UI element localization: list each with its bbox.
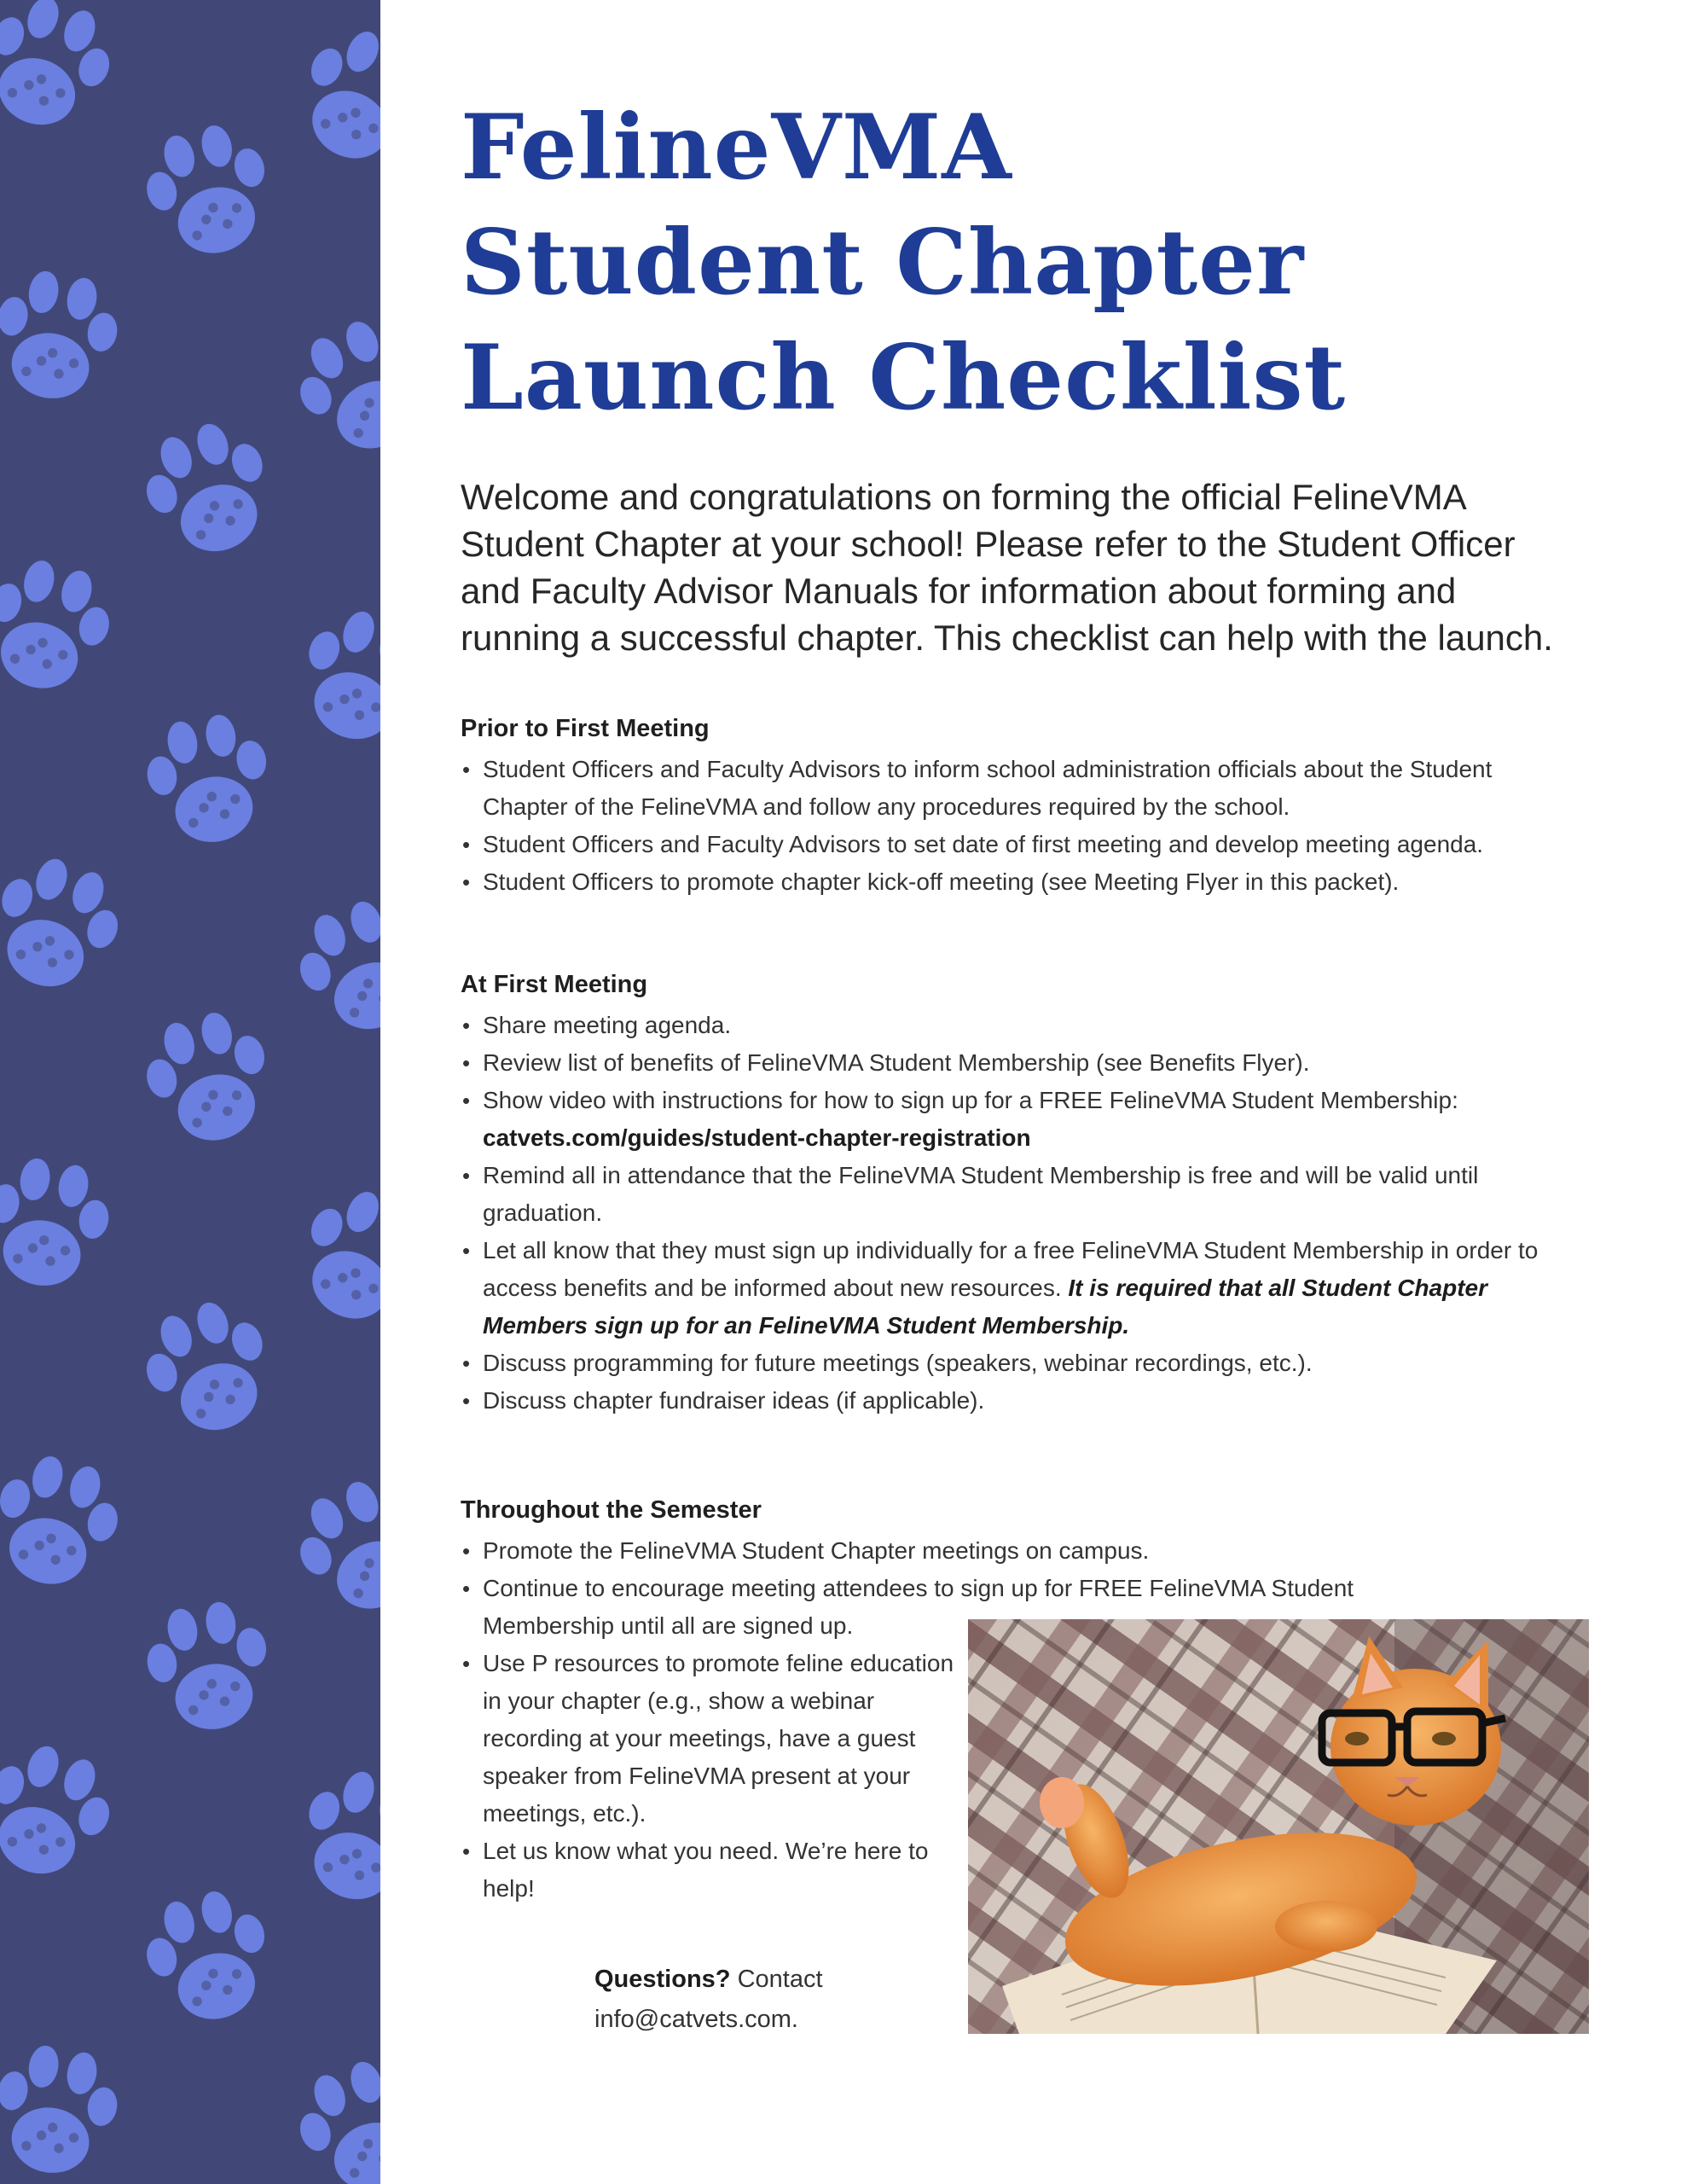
paw-pattern-sidebar (0, 0, 380, 2184)
contact-text: Contact (737, 1966, 823, 1993)
contact-email[interactable]: info@catvets.com. (594, 2006, 798, 2033)
paw-print-icon (0, 822, 159, 1030)
list-item: • Review list of benefits of FelineVMA Student Membership (see Benefits Flyer). (461, 1044, 1569, 1082)
list-item: • Discuss chapter fundraiser ideas (if applicable). (461, 1382, 1569, 1420)
list-item: • Discuss programming for future meetings (speakers, webinar recordings, etc.). (461, 1345, 1569, 1382)
paw-print-icon (0, 1130, 141, 1318)
cat-with-glasses-image (968, 1619, 1589, 2034)
section-heading: At First Meeting (461, 971, 648, 998)
page-title (461, 90, 1346, 435)
paw-print-icon (0, 1709, 151, 1917)
list-item: • Continue to encourage meeting attendees to sign up for FREE FelineVMA Student Membership until all are signed up. (461, 1570, 1421, 1645)
paw-print-icon (115, 1574, 303, 1762)
title-line-1: FelineVMA (461, 94, 1012, 200)
list-item: • Remind all in attendance that the FelineVMA Student Membership is free and will be valid until graduation. (461, 1157, 1569, 1232)
list-item: • Student Officers and Faculty Advisors to inform school administration officials about the Student Chapter of the FelineVMA and follow any procedures required by the school. (461, 751, 1569, 826)
list-item: • Promote the FelineVMA Student Chapter meetings on campus. (461, 1532, 1421, 1570)
list-item (461, 1082, 1569, 1157)
paw-print-icon (258, 2024, 380, 2184)
paw-print-icon (110, 980, 309, 1179)
paw-print-icon (0, 2018, 149, 2184)
section-at-first-meeting (461, 969, 1569, 1420)
section-heading: Throughout the Semester (461, 1496, 762, 1524)
section-prior-to-first-meeting (461, 713, 1569, 901)
list-item: • Student Officers to promote chapter kick-off meeting (see Meeting Flyer in this packet). (461, 863, 1569, 901)
checklist (461, 1007, 1569, 1420)
title-line-3: Launch Checklist (461, 324, 1347, 430)
list-item: • Student Officers and Faculty Advisors to set date of first meeting and develop meeting agenda. (461, 826, 1569, 863)
list-item (461, 1232, 1569, 1345)
checklist (461, 751, 1569, 901)
paw-print-icon (0, 528, 146, 727)
paw-print-icon (0, 1424, 154, 1623)
paw-print-icon (105, 386, 313, 595)
paw-print-icon (0, 243, 149, 431)
list-item-text: Let all know that they must sign up individually for a free FelineVMA Student Membership in order to access benefits and be informed about new resources. (483, 1237, 1539, 1301)
questions-label: Questions? (594, 1966, 731, 1993)
registration-link[interactable]: catvets.com/guides/student-chapter-registration (483, 1124, 1031, 1151)
list-item: • Use P resources to promote feline education in your chapter (e.g., show a webinar recording at your meetings, have a guest speaker from FelineVMA present at your meetings, etc.). (461, 1645, 960, 1833)
required-note: It is required that all Student Chapter Members sign up for an FelineVMA Student Membership. (483, 1275, 1488, 1339)
cat-reading-photo (968, 1619, 1589, 2034)
contact-block (594, 1960, 823, 2040)
title-line-2: Student Chapter (461, 209, 1305, 315)
section-heading: Prior to First Meeting (461, 715, 710, 742)
intro-paragraph: Welcome and congratulations on forming the official FelineVMA Student Chapter at your school! Please refer to the Student Officer and Faculty Advisor Manuals for information about forming and running a successful chapter. This checklist can help with the launch. (461, 477, 1553, 658)
list-item-text: Show video with instructions for how to sign up for a FREE FelineVMA Student Membership: (483, 1087, 1458, 1113)
list-item: • Share meeting agenda. (461, 1007, 1569, 1044)
list-item: • Let us know what you need. We’re here to help! (461, 1833, 960, 1908)
